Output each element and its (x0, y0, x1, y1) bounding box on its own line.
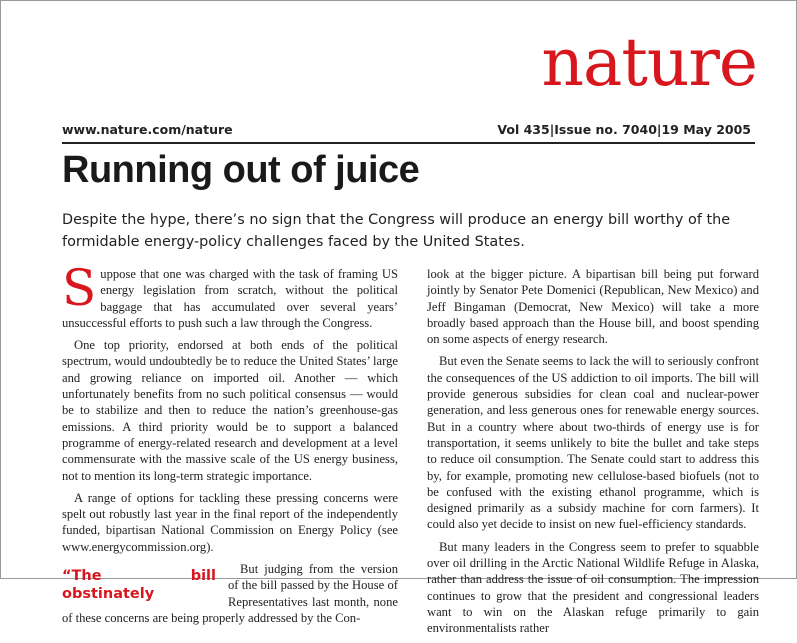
issue-info: Vol 435|Issue no. 7040|19 May 2005 (497, 122, 751, 137)
pull-quote-text: “The bill obstinately (62, 568, 216, 603)
column-right (427, 266, 759, 643)
drop-cap: S (62, 259, 97, 317)
paragraph: But many leaders in the Congress seem to prefer to squabble over oil drilling in the Arctic National Wildlife Refuge in Alaska, rather than address the issue of oil consumption. The impression continues to grow that the president and congressional leaders want to win on the Alaskan refuge primarily to gain environmentalists rather (427, 539, 759, 636)
paragraph-text: uppose that one was charged with the task of framing US energy legislation from scratch, without the political baggage that has accumulated over several years’ unsuccessful efforts to push such a law through the Congress. (62, 267, 398, 330)
paragraph: One top priority, endorsed at both ends of the political spectrum, would undoubtedly be to reduce the United States’ large and growing reliance on imported oil. Another — which unfortunately benefits from no such political consensus — would be to stabilize and then to reduce the nation’s greenhouse-gas emissions. A third priority would be to support a balanced programme of energy-related research and development at a level commensurate with the massive scale of the US energy business, not to mention its long-term strategic importance. (62, 338, 398, 483)
pull-quote (62, 567, 216, 603)
column-left (62, 259, 398, 632)
paragraph: But judging from the version of the bill passed by the House of Representatives last month, none of these concerns are being properly addressed by the Con- (62, 562, 398, 625)
nature-logo: nature (541, 24, 757, 101)
article-headline: Running out of juice (62, 149, 420, 191)
header-rule (62, 142, 755, 144)
article-standfirst: Despite the hype, there’s no sign that the Congress will produce an energy bill worthy of the formidable energy-policy challenges faced by the United States. (62, 212, 731, 250)
paragraph: But even the Senate seems to lack the will to seriously confront the consequences of the US addiction to oil imports. The bill will provide generous subsidies for clean coal and nuclear-power generation, and less generous ones for renewable energy sources. But in a country where about two-thirds of energy use is for transportation, it seems unlikely to bite the bullet and take steps to reduce oil consumption. The Senate could start to address this by, for example, promoting new cellulose-based biofuels (not to be confused with the existing ethanol programme, which is designed primarily as a subsidy machine for corn farmers). It could also yet decide to insist on new fuel-efficiency standards. (427, 354, 760, 532)
paragraph: A range of options for tackling these pressing concerns were spelt out robustly last year in the final report of the independently funded, bipartisan National Commission on Energy Policy (see www.energycommission.org). (62, 490, 398, 554)
journal-url: www.nature.com/nature (62, 122, 233, 137)
paragraph (62, 259, 398, 331)
paragraph: look at the bigger picture. A bipartisan bill being put forward jointly by Senator Pete Domenici (Republican, New Mexico) and Jeff Bingaman (Democrat, New Mexico) will take a more broadly based approach than the House bill, and boost spending on some aspects of energy research. (427, 267, 759, 347)
